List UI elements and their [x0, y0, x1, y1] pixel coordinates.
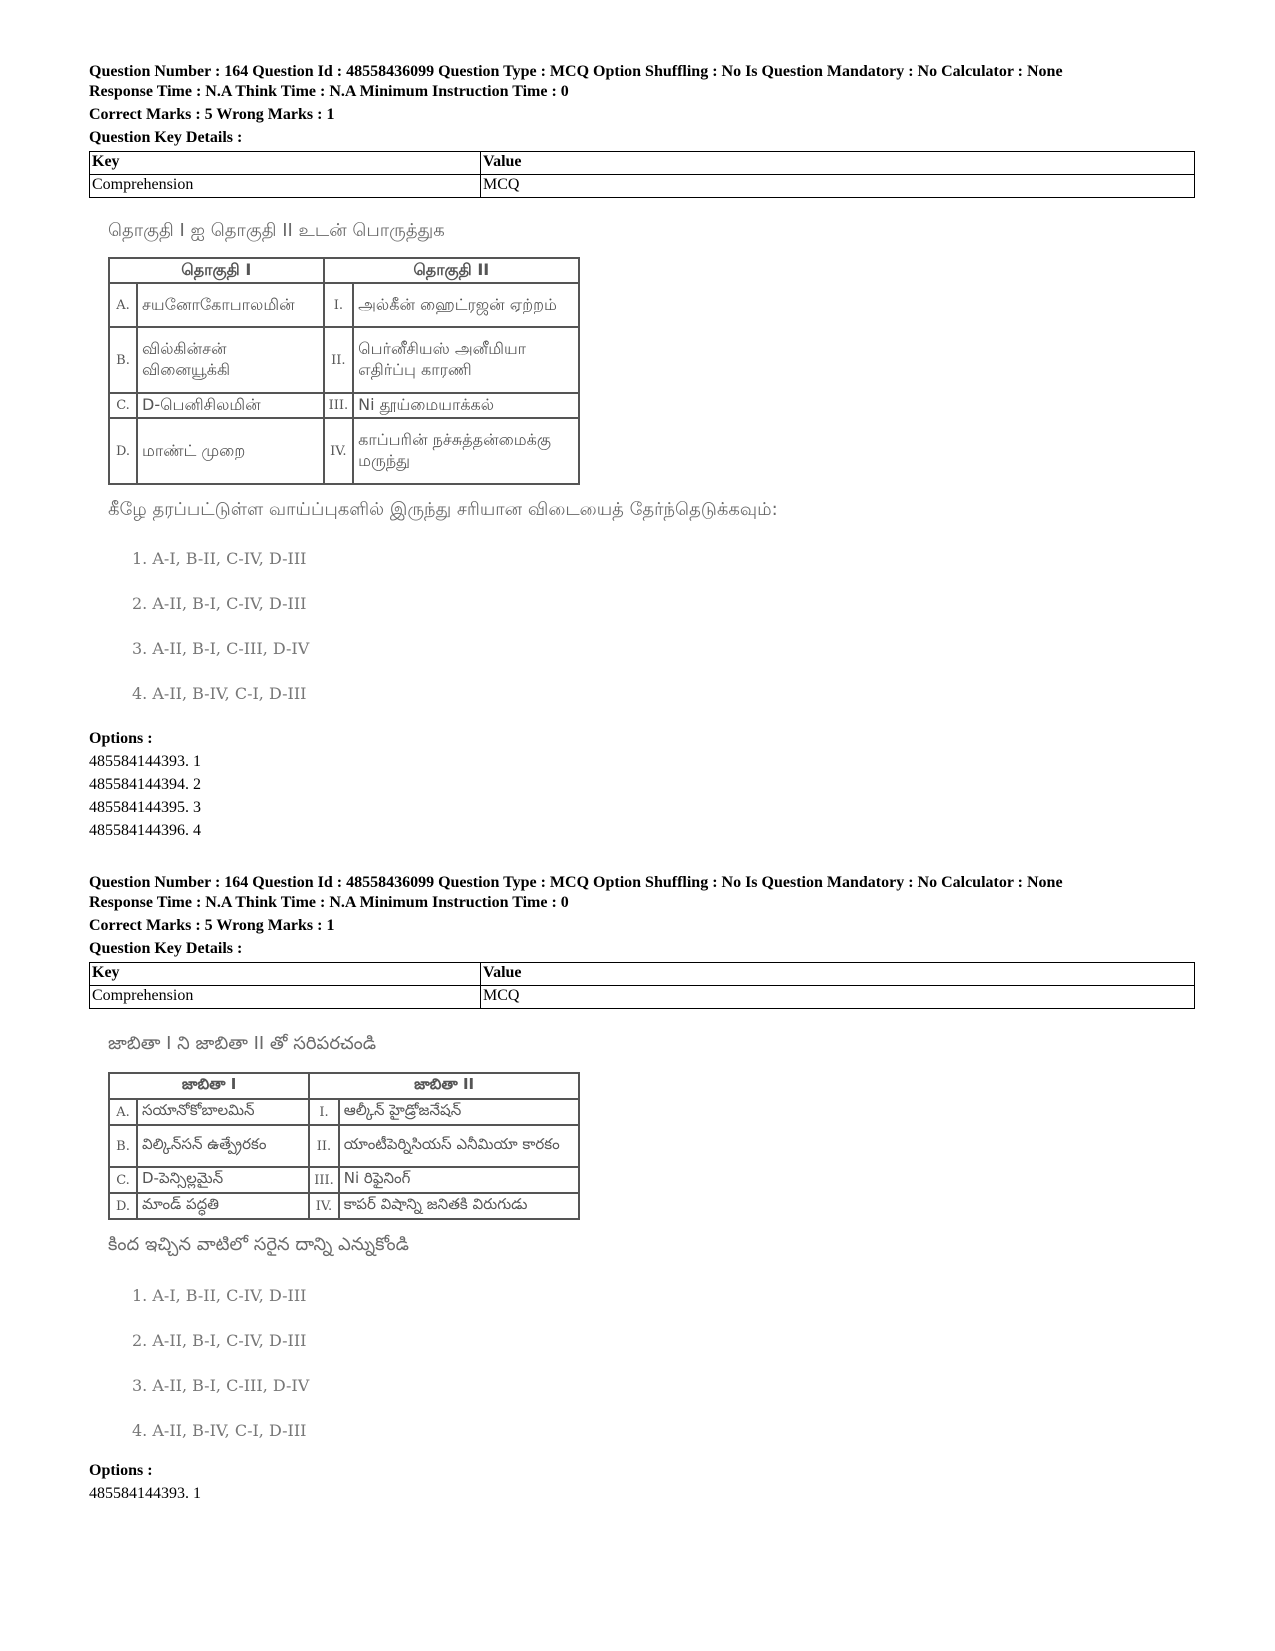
row-label: C. [109, 1167, 137, 1193]
options-list [89, 727, 201, 842]
marks-line: Correct Marks : 5 Wrong Marks : 1 [89, 917, 335, 934]
marks-line: Correct Marks : 5 Wrong Marks : 1 [89, 106, 335, 123]
list-1-header: தொகுதி I [109, 258, 324, 283]
list-2-item: பெர்னீசியஸ் அனீமியா எதிர்ப்பு காரணி [353, 327, 579, 393]
response-time-line: Response Time : N.A Think Time : N.A Minimum Instruction Time : 0 [89, 894, 569, 911]
list-2-item: காப்பரின் நச்சுத்தன்மைக்கு மருந்து [353, 418, 579, 484]
list-1-item: வில்கின்சன் வினையூக்கி [137, 327, 324, 393]
table-row [109, 393, 579, 418]
list-1-header: జాబితా I [109, 1073, 309, 1099]
row-label: D. [109, 418, 137, 484]
row-label: II. [324, 327, 354, 393]
answer-choices [108, 536, 778, 716]
question-image [108, 220, 778, 716]
choose-instruction: கீழே தரப்பட்டுள்ள வாய்ப்புகளில் இருந்து சரியான விடையைத் தேர்ந்தெடுக்கவும்: [108, 499, 778, 520]
row-label: I. [309, 1099, 339, 1125]
list-2-item: కాపర్ విషాన్ని జనితకి విరుగుడు [339, 1193, 579, 1219]
row-label: A. [109, 283, 137, 327]
list-1-item: மாண்ட் முறை [137, 418, 324, 484]
list-2-item: அல்கீன் ஹைட்ரஜன் ஏற்றம் [353, 283, 579, 327]
option-item: 485584144394. 2 [89, 776, 201, 793]
table-row [109, 1099, 579, 1125]
table-row [109, 327, 579, 393]
list-1-item: సయానోకోబాలమిన్ [137, 1099, 309, 1125]
options-list [89, 1459, 201, 1505]
choose-instruction: కింద ఇచ్చిన వాటిలో సరైన దాన్ని ఎన్నుకోండి [108, 1234, 409, 1255]
match-table-header [109, 1073, 579, 1099]
option-item: 485584144396. 4 [89, 822, 201, 839]
question-instruction: தொகுதி I ஐ தொகுதி II உடன் பொருத்துக [108, 220, 445, 241]
list-item: 1. A-I, B-II, C-IV, D-III [132, 549, 307, 568]
row-label: IV. [324, 418, 354, 484]
row-label: II. [309, 1125, 339, 1167]
table-header-row [90, 963, 1195, 986]
list-1-item: சயனோகோபாலமின் [137, 283, 324, 327]
question-instruction: జాబితా I ని జాబితా II తో సరిపరచండి [108, 1033, 377, 1054]
table-row [109, 283, 579, 327]
row-label: III. [309, 1167, 339, 1193]
list-2-item: యాంటీపెర్నిసియస్ ఎనీమియా కారకం [339, 1125, 579, 1167]
list-1-item: D-పెన్సిల్లమైన్ [137, 1167, 309, 1193]
list-item: 4. A-II, B-IV, C-I, D-III [132, 684, 307, 703]
question-meta [89, 873, 1195, 1009]
value-cell: MCQ [481, 175, 1195, 198]
key-details-table [89, 962, 1195, 1009]
row-label: A. [109, 1099, 137, 1125]
question-image [108, 1033, 580, 1453]
table-row [109, 1125, 579, 1167]
key-details-label: Question Key Details : [89, 940, 243, 957]
question-meta-line: Question Number : 164 Question Id : 48558436099 Question Type : MCQ Option Shuffling : No Is Question Mandatory : No Calculator : None [89, 63, 1063, 80]
option-item: 485584144393. 1 [89, 1485, 201, 1502]
list-2-item: Ni தூய்மையாக்கல் [353, 393, 579, 418]
key-cell: Comprehension [90, 986, 481, 1009]
value-cell: MCQ [481, 986, 1195, 1009]
response-time-line: Response Time : N.A Think Time : N.A Minimum Instruction Time : 0 [89, 83, 569, 100]
key-header: Key [90, 152, 481, 175]
value-header: Value [481, 963, 1195, 986]
row-label: C. [109, 393, 137, 418]
table-header-row [90, 152, 1195, 175]
table-row [109, 418, 579, 484]
table-row [90, 986, 1195, 1009]
row-label: IV. [309, 1193, 339, 1219]
table-row [109, 1167, 579, 1193]
list-1-item: మాండ్ పద్ధతి [137, 1193, 309, 1219]
list-2-header: தொகுதி II [324, 258, 579, 283]
key-details-table [89, 151, 1195, 198]
key-header: Key [90, 963, 481, 986]
row-label: III. [324, 393, 354, 418]
list-2-header: జాబితా II [309, 1073, 579, 1099]
row-label: I. [324, 283, 354, 327]
match-table-header [109, 258, 579, 283]
list-item: 2. A-II, B-I, C-IV, D-III [132, 1331, 307, 1350]
list-1-item: D-பெனிசிலமின் [137, 393, 324, 418]
key-cell: Comprehension [90, 175, 481, 198]
key-details-label: Question Key Details : [89, 129, 243, 146]
list-1-item: విల్కిన్‌సన్ ఉత్ప్రేరకం [137, 1125, 309, 1167]
question-meta-line: Question Number : 164 Question Id : 48558436099 Question Type : MCQ Option Shuffling : No Is Question Mandatory : No Calculator : None [89, 874, 1063, 891]
match-table [108, 257, 580, 485]
list-item: 3. A-II, B-I, C-III, D-IV [132, 1376, 310, 1395]
table-row [109, 1193, 579, 1219]
table-row [90, 175, 1195, 198]
row-label: D. [109, 1193, 137, 1219]
option-item: 485584144393. 1 [89, 753, 201, 770]
list-item: 2. A-II, B-I, C-IV, D-III [132, 594, 307, 613]
row-label: B. [109, 1125, 137, 1167]
options-label: Options : [89, 730, 153, 747]
row-label: B. [109, 327, 137, 393]
question-meta [89, 62, 1195, 198]
list-2-item: Ni రిఫైనింగ్ [339, 1167, 579, 1193]
options-label: Options : [89, 1462, 153, 1479]
option-item: 485584144395. 3 [89, 799, 201, 816]
answer-choices [108, 1273, 580, 1453]
list-2-item: ఆల్కీన్ హైడ్రోజనేషన్ [339, 1099, 579, 1125]
list-item: 1. A-I, B-II, C-IV, D-III [132, 1286, 307, 1305]
list-item: 4. A-II, B-IV, C-I, D-III [132, 1421, 307, 1440]
list-item: 3. A-II, B-I, C-III, D-IV [132, 639, 310, 658]
match-table [108, 1072, 580, 1220]
value-header: Value [481, 152, 1195, 175]
